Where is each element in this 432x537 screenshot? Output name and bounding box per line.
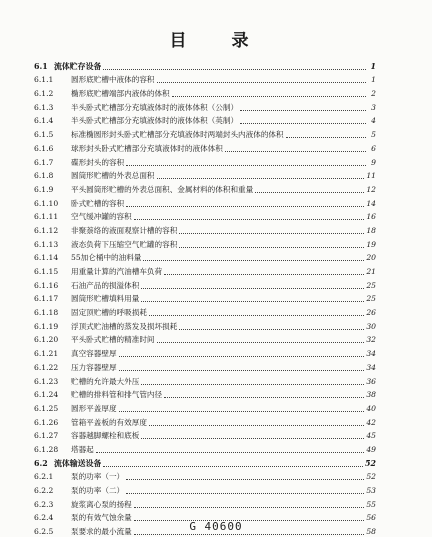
toc-entry-page: 4 [371,116,376,126]
toc-entry [34,428,376,442]
toc-entry-page: 18 [366,225,376,235]
toc-entry-page: 52 [365,458,376,468]
toc-entry-page: 42 [366,417,376,427]
toc-entry-page: 34 [366,349,376,359]
toc-entry-page: 3 [371,102,376,112]
dot-leader [103,465,363,467]
toc-entry-page: 32 [366,335,376,345]
toc-entry [34,181,376,195]
toc-entry-title: 塔器起 [71,444,94,454]
toc-entry-title: 圆形底贮槽中液体的容积 [71,75,155,85]
toc-entry-page: 25 [366,294,376,304]
toc-entry-number: 6.1.21 [34,349,59,359]
toc-entry-title: 压力容器壁厚 [71,362,117,372]
toc-entry-title: 用重量计算的汽油槽车负荷 [71,267,163,276]
toc-entry-title: 半头卧式贮槽部分充填液体时的液体体积（公制） [71,102,239,112]
toc-entry-title: 圆形平盖厚度 [71,403,117,413]
toc-entry [34,263,376,277]
toc-entry-number: 6.1.25 [34,403,59,413]
toc-entry-number: 6.2 [34,458,48,468]
toc-entry [34,154,376,168]
toc-entry-number: 6.1.15 [34,267,59,276]
toc-entry-page: 30 [366,321,376,331]
toc-entry-page: 2 [371,89,376,99]
toc-entry-number: 6.1.12 [34,225,59,235]
toc-entry-number: 6.1.2 [34,89,54,99]
dot-leader [179,246,364,248]
toc-entry [34,99,376,113]
toc-entry-page: 49 [366,444,376,454]
toc-entry-number: 6.2.1 [34,472,54,482]
dot-leader [172,95,366,97]
toc-entry-page: 40 [366,403,376,413]
toc-entry-page: 6 [371,143,376,153]
toc-entry-number: 6.1.3 [34,102,54,112]
toc-entry-title: 空气缓冲罐的容积 [71,212,132,222]
toc-entry-number: 6.2.2 [34,486,54,495]
toc-entry-title: 圆筒形贮槽的外表总面积 [71,171,155,181]
toc-entry-title: 流体输送设备 [54,458,102,468]
toc-entry-page: 12 [366,184,376,194]
toc-entry-title: 浮顶式贮油槽的蒸发及损坏损耗 [71,321,178,331]
toc-entry-page: 53 [366,486,376,495]
toc-entry [34,400,376,414]
toc-entry-number: 6.1.20 [34,335,59,345]
toc-entry-title: 旋浆离心泵的扬程 [71,499,132,509]
toc-entry-number: 6.1.4 [34,116,54,126]
toc-entry-page: 45 [366,431,376,441]
dot-leader [141,300,364,302]
toc-entry-number: 6.1.24 [34,390,59,400]
toc-entry-title: 圆筒形贮槽填料用量 [71,294,140,304]
toc-entry-page: 36 [366,376,376,386]
toc-entry-title: 椭形底贮槽端部内液体的体积 [71,89,170,99]
toc-entry-title: 球形封头卧式贮槽部分充填液体时的液体体积 [71,143,223,153]
toc-entry-number: 6.1.8 [34,171,54,181]
toc-entry-title: 贮槽的排料管和排气管内径 [71,390,163,400]
toc-chapter-entry [34,455,376,469]
toc-entry [34,113,376,127]
toc-entry-page: 5 [371,130,376,140]
toc-entry-number: 6.1.27 [34,431,59,441]
toc-entry-page: 26 [366,308,376,318]
toc-entry-number: 6.1.28 [34,444,59,454]
toc-entry-title: 平头卧式贮槽的精准时间 [71,335,155,345]
toc-entry [34,85,376,99]
toc-entry-number: 6.1.26 [34,417,59,427]
toc-entry-title: 55加仑桶中的油料量 [71,253,142,263]
toc-entry-title: 贮槽的允许最大外压 [71,376,140,386]
dot-leader [119,355,365,357]
toc-entry-number: 6.1.11 [34,212,59,222]
toc-entry [34,72,376,86]
toc-entry-title: 非聚萘络的液面观察计槽的容积 [71,225,178,235]
toc-entry-title: 管箱平盖板的有效厚度 [71,417,147,427]
dot-leader [164,396,364,398]
toc-entry-title: 真空容器壁厚 [71,349,117,359]
toc-entry-number: 6.1.5 [34,130,54,140]
dot-leader [134,218,365,220]
dot-leader [240,109,366,111]
toc-entry-title: 卧式贮槽的容积 [71,198,125,208]
dot-leader [134,533,365,535]
toc-entry-page: 56 [366,513,376,523]
dot-leader [149,424,364,426]
toc-entry-page: 58 [366,527,376,537]
toc-entry [34,168,376,182]
dot-leader [119,410,365,412]
toc-entry [34,209,376,223]
toc-entry [34,414,376,428]
dot-leader [149,314,364,316]
toc-entry-number: 6.1.17 [34,294,59,304]
toc-entry [34,291,376,305]
toc-entry-page: 21 [366,267,376,276]
toc-entry-number: 6.1.14 [34,253,59,263]
table-of-contents [34,58,376,537]
toc-entry [34,318,376,332]
toc-entry-title: 石油产品的损溢体积 [71,280,140,290]
dot-leader [240,122,366,124]
toc-entry-number: 6.2.3 [34,499,54,509]
dot-leader [126,478,364,480]
toc-entry [34,345,376,359]
toc-entry-title: 流体贮存设备 [54,61,102,71]
toc-entry-title: 容器越脚螺栓和底板 [71,431,140,441]
toc-entry [34,277,376,291]
toc-entry [34,126,376,140]
toc-entry-page: 1 [370,61,376,71]
toc-entry-number: 6.1.22 [34,362,59,372]
toc-entry [34,359,376,373]
toc-entry-title: 泵的功率（二） [71,486,125,495]
toc-entry [34,140,376,154]
toc-entry-number: 6.1.23 [34,376,59,386]
toc-entry-title: 泵要求的最小流量 [71,527,132,537]
toc-entry-number: 6.1.10 [34,198,59,208]
toc-entry [34,236,376,250]
dot-leader [96,451,365,453]
toc-entry [34,222,376,236]
dot-leader [179,232,364,234]
dot-leader [164,273,364,275]
toc-entry-number: 6.1.13 [34,239,59,249]
toc-entry [34,195,376,209]
toc-entry-title: 平头圆筒形贮槽的外表总面积、金属材料的体积和重量 [71,184,254,194]
dot-leader [157,177,365,179]
toc-entry-number: 6.1.9 [34,184,54,194]
toc-entry-title: 半头卧式贮槽部分充填液体时的液体体积（英制） [71,116,239,126]
toc-entry-title: 固定顶贮槽的呼吸损耗 [71,308,147,318]
toc-entry [34,441,376,455]
dot-leader [134,506,365,508]
toc-entry-page: 34 [366,362,376,372]
dot-leader [126,205,364,207]
toc-entry-page: 25 [366,280,376,290]
dot-leader [255,191,364,193]
dot-leader [103,68,366,70]
dot-leader [119,369,365,371]
dot-leader [141,383,364,385]
toc-entry-number: 6.1.1 [34,75,54,85]
toc-entry-title: 泵的有效气蚀余量 [71,513,132,523]
dot-leader [225,150,366,152]
dot-leader [286,136,366,138]
toc-entry-page: 9 [371,157,376,167]
toc-chapter-entry [34,58,376,72]
toc-entry-title: 标准椭圆形封头卧式贮槽部分充填液体时两端封头内液体的体积 [71,130,284,140]
toc-entry [34,469,376,483]
toc-entry-number: 6.2.4 [34,513,54,523]
toc-entry-page: 38 [366,390,376,400]
toc-entry-number: 6.1.7 [34,157,54,167]
toc-entry-page: 19 [366,239,376,249]
toc-entry-page: 55 [366,499,376,509]
toc-entry-number: 6.1.18 [34,308,59,318]
toc-entry-number: 6.1.19 [34,321,59,331]
dot-leader [141,287,364,289]
dot-leader [179,328,364,330]
toc-entry-number: 6.1 [34,61,48,71]
toc-entry [34,496,376,510]
dot-leader [157,81,366,83]
dot-leader [157,341,365,343]
dot-leader [143,259,364,261]
toc-entry-page: 52 [366,472,376,482]
toc-entry [34,332,376,346]
toc-entry [34,482,376,496]
toc-entry-page: 11 [366,171,376,181]
toc-entry-page: 16 [366,212,376,222]
toc-entry-title: 液态负荷下压缩空气贮罐的容积 [71,239,178,249]
toc-entry-number: 6.1.16 [34,280,59,290]
toc-entry-number: 6.1.6 [34,143,54,153]
dot-leader [126,492,364,494]
toc-entry-number: 6.2.5 [34,527,54,537]
page-title: 目 录 [169,31,263,51]
dot-leader [126,164,366,166]
toc-entry-title: 泵的功率（一） [71,472,125,482]
dot-leader [141,437,364,439]
toc-entry [34,250,376,264]
toc-entry-page: 14 [366,198,376,208]
toc-entry-title: 碟形封头的容积 [71,157,125,167]
toc-entry-page: 20 [366,253,376,263]
library-stamp: G 40600 [189,520,243,533]
toc-entry [34,387,376,401]
toc-entry-page: 1 [371,75,376,85]
toc-entry [34,373,376,387]
toc-entry [34,304,376,318]
